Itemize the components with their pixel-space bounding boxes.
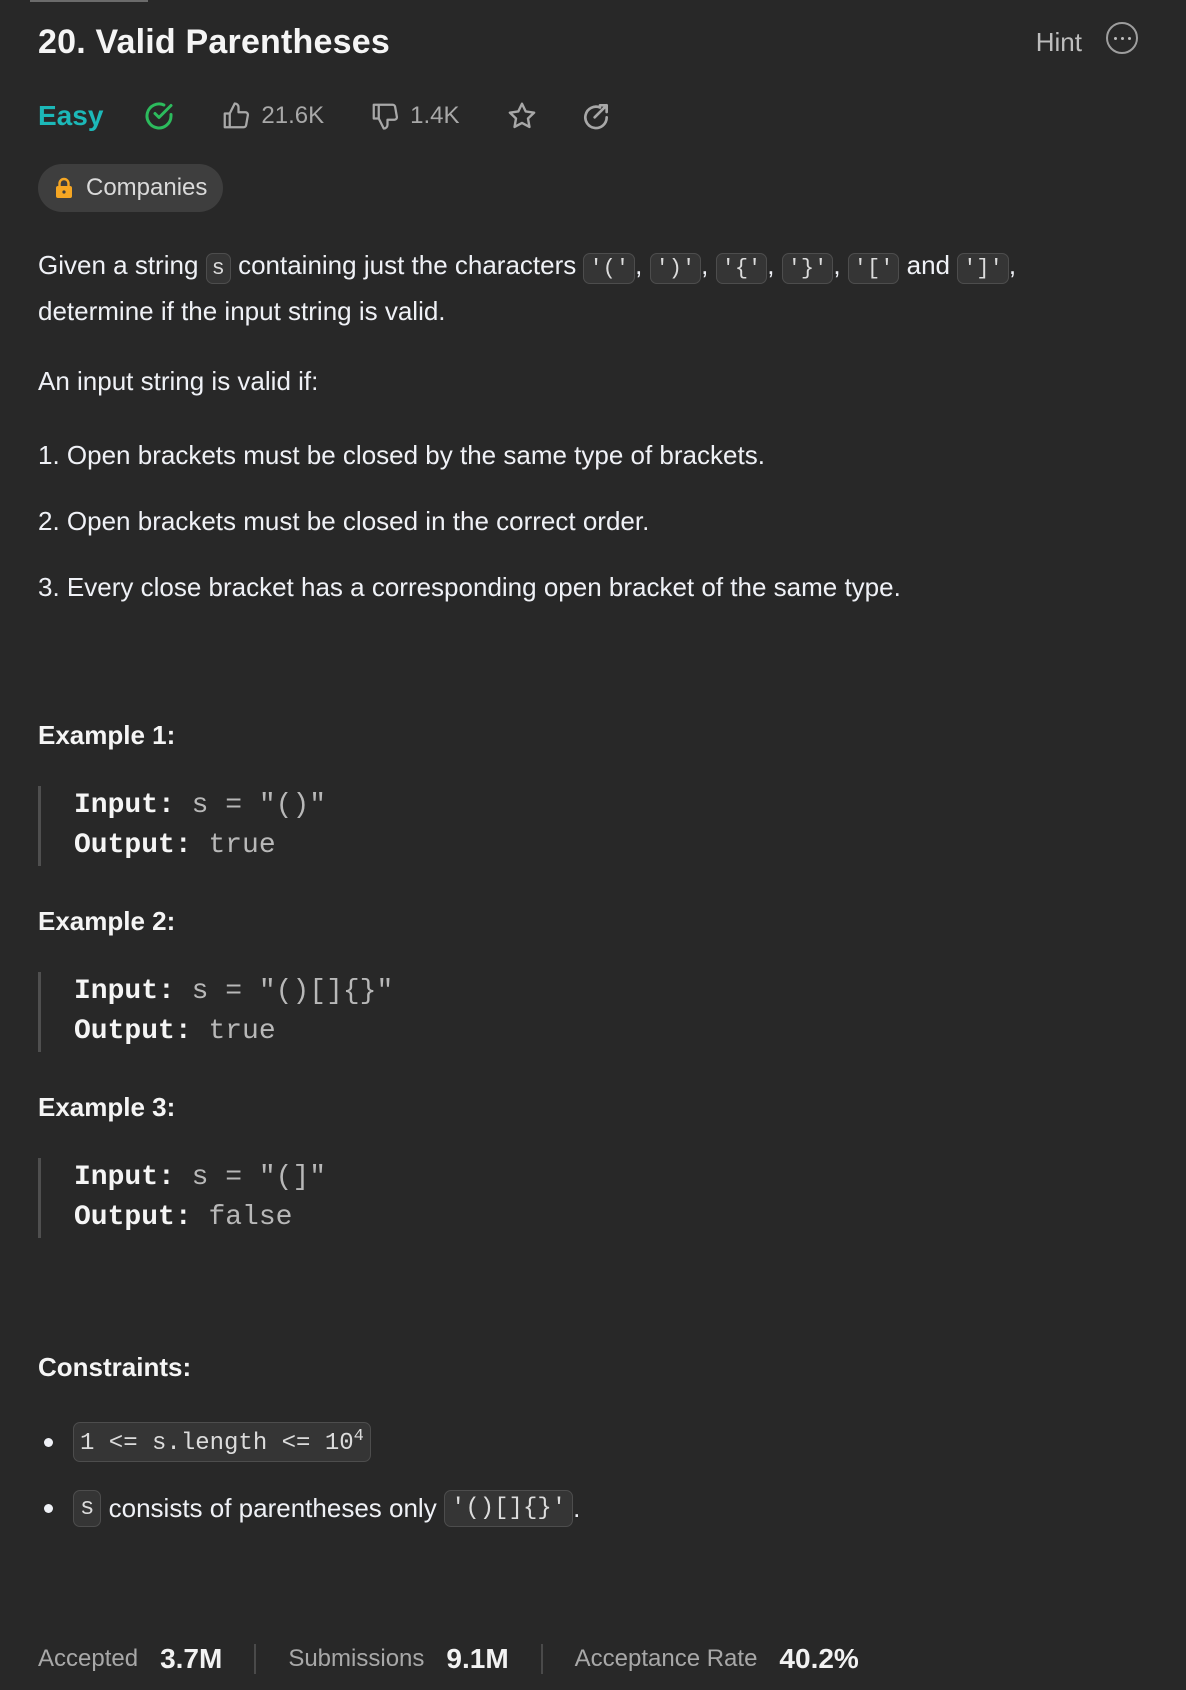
input-label: Input: <box>74 790 175 821</box>
companies-label: Companies <box>86 174 208 201</box>
dislike-button[interactable] <box>370 101 459 131</box>
example-3-block <box>38 1158 874 1238</box>
constraint-code: 1 <= s.length <= 10 <box>80 1430 354 1457</box>
inline-code: ']' <box>957 253 1009 284</box>
problem-meta <box>38 96 612 136</box>
example-2-block <box>38 972 874 1052</box>
lock-icon <box>54 177 74 199</box>
inline-code: '()[]{}' <box>444 1490 573 1527</box>
example-3-heading: Example 3: <box>38 1092 176 1122</box>
text: containing just the characters <box>230 250 584 280</box>
bullet-dot <box>44 1504 53 1513</box>
output-value: true <box>208 830 276 861</box>
example-1-heading: Example 1: <box>38 720 176 750</box>
output-label: Output: <box>74 1202 192 1233</box>
output-label: Output: <box>74 1016 192 1047</box>
acceptance-rate-label: Acceptance Rate <box>574 1645 758 1672</box>
text: , <box>635 250 643 280</box>
submissions-value: 9.1M <box>446 1643 509 1674</box>
text: . <box>573 1492 581 1523</box>
rule-2: 2. Open brackets must be closed in the correct order. <box>38 506 650 536</box>
list-item <box>38 1422 371 1462</box>
divider <box>254 1644 256 1674</box>
input-value: s = "()" <box>191 790 327 821</box>
text: determine if the input string is valid. <box>38 296 446 326</box>
acceptance-rate-value: 40.2% <box>779 1643 859 1674</box>
dislikes-count: 1.4K <box>410 102 460 129</box>
example-2-heading: Example 2: <box>38 906 176 936</box>
output-value: true <box>208 1016 276 1047</box>
thumbs-down-icon <box>370 101 400 131</box>
bullet-dot <box>44 1438 53 1447</box>
example-1-block <box>38 786 874 866</box>
input-label: Input: <box>74 976 175 1007</box>
list-item <box>38 1488 580 1528</box>
inline-code: '{' <box>716 253 768 284</box>
input-label: Input: <box>74 1162 175 1193</box>
title-bar <box>38 20 1138 64</box>
input-value: s = "()[]{}" <box>191 976 394 1007</box>
difficulty-badge: Easy <box>38 100 104 131</box>
output-label: Output: <box>74 830 192 861</box>
divider <box>541 1644 543 1674</box>
solved-check-icon <box>143 100 175 132</box>
text: , <box>833 250 841 280</box>
description-paragraph <box>38 244 1138 332</box>
input-value: s = "(]" <box>191 1162 327 1193</box>
rule-3: 3. Every close bracket has a corresponding open bracket of the same type. <box>38 572 901 602</box>
inline-code: s <box>206 253 231 284</box>
inline-code: s <box>73 1490 101 1527</box>
output-value: false <box>208 1202 293 1233</box>
text: Given a string <box>38 250 206 280</box>
text: , <box>1008 250 1017 280</box>
constraints-heading: Constraints: <box>38 1352 192 1382</box>
likes-count: 21.6K <box>261 102 325 129</box>
share-icon[interactable] <box>580 100 612 132</box>
top-tab-indicator <box>30 0 148 2</box>
text: , <box>701 250 709 280</box>
page-title: 20. Valid Parentheses <box>38 23 390 61</box>
text: and <box>899 250 958 280</box>
text: consists of parentheses only <box>101 1492 444 1523</box>
inline-code: '(' <box>583 253 635 284</box>
stats-bar <box>38 1636 859 1682</box>
more-icon[interactable] <box>1106 22 1138 54</box>
companies-chip[interactable] <box>38 164 223 212</box>
inline-code: ')' <box>650 253 702 284</box>
inline-code <box>73 1422 371 1462</box>
like-button[interactable] <box>221 101 324 131</box>
thumbs-up-icon <box>221 101 251 131</box>
hint-button[interactable]: Hint <box>1035 27 1082 57</box>
rule-1: 1. Open brackets must be closed by the same type of brackets. <box>38 440 765 470</box>
valid-if-text: An input string is valid if: <box>38 366 319 396</box>
inline-code: '[' <box>848 253 900 284</box>
accepted-label: Accepted <box>38 1645 139 1672</box>
inline-code: '}' <box>782 253 834 284</box>
star-icon[interactable] <box>506 100 538 132</box>
accepted-value: 3.7M <box>160 1643 223 1674</box>
submissions-label: Submissions <box>288 1645 425 1672</box>
text: , <box>767 250 775 280</box>
superscript: 4 <box>353 1427 364 1446</box>
